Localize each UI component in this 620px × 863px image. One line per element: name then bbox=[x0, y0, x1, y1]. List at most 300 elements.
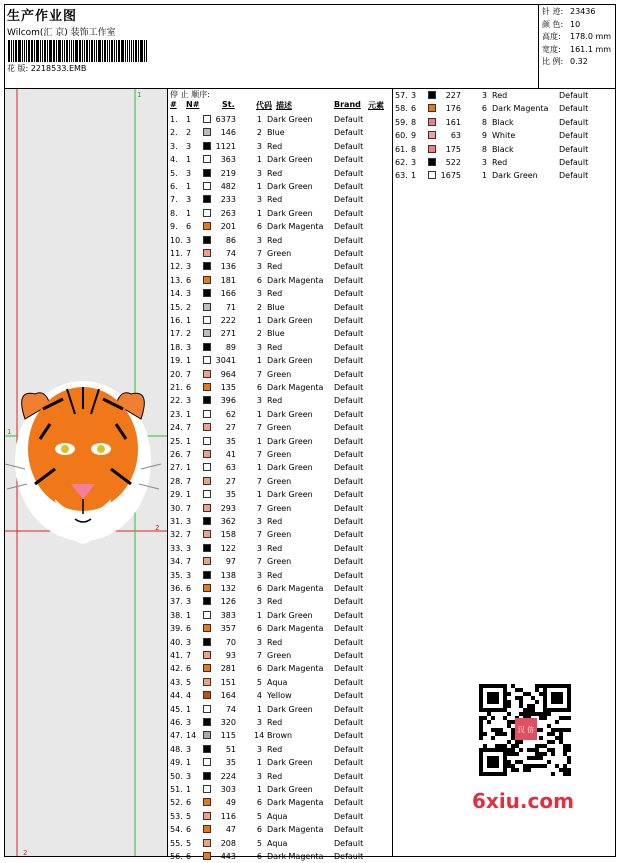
row-index: 55. bbox=[170, 838, 183, 848]
qr-module bbox=[539, 728, 543, 732]
qr-module bbox=[519, 760, 523, 764]
row-index: 28. bbox=[170, 476, 183, 486]
qr-module bbox=[543, 708, 547, 712]
qr-module bbox=[551, 752, 555, 756]
qr-module bbox=[527, 704, 531, 708]
row-description: Green bbox=[267, 369, 292, 379]
color-swatch bbox=[203, 584, 211, 592]
qr-module bbox=[543, 752, 547, 756]
qr-module bbox=[523, 712, 527, 716]
qr-module bbox=[495, 748, 499, 752]
row-description: Dark Green bbox=[267, 182, 313, 191]
qr-module bbox=[551, 708, 555, 712]
color-swatch bbox=[203, 289, 211, 297]
row-code: 6 bbox=[256, 222, 262, 232]
row-description: Dark Magenta bbox=[267, 275, 324, 285]
row-needle: 7 bbox=[186, 450, 192, 459]
table-row bbox=[168, 783, 392, 796]
qr-module bbox=[563, 716, 567, 720]
row-index: 53. bbox=[170, 811, 183, 821]
qr-module bbox=[523, 764, 527, 768]
qr-module bbox=[539, 684, 543, 688]
row-description: Red bbox=[267, 396, 283, 406]
row-index: 18. bbox=[170, 342, 183, 352]
row-needle: 2 bbox=[186, 128, 192, 138]
row-description: Blue bbox=[267, 302, 285, 312]
row-code: 1 bbox=[256, 356, 262, 366]
row-description: Blue bbox=[267, 329, 285, 339]
qr-module bbox=[487, 760, 491, 764]
row-index: 21. bbox=[170, 383, 183, 392]
row-brand: Default bbox=[559, 104, 589, 114]
row-stitches: 161 bbox=[445, 117, 461, 127]
row-code: 1 bbox=[256, 115, 262, 124]
row-description: White bbox=[492, 131, 516, 141]
row-brand: Default bbox=[334, 785, 364, 794]
table-row bbox=[168, 381, 392, 394]
qr-module bbox=[567, 768, 571, 772]
qr-module bbox=[555, 720, 559, 724]
qr-module bbox=[483, 684, 487, 688]
row-stitches: 62 bbox=[225, 409, 236, 419]
qr-module bbox=[531, 708, 535, 712]
color-swatch bbox=[428, 158, 436, 166]
qr-module bbox=[527, 708, 531, 712]
qr-module bbox=[555, 728, 559, 732]
row-needle: 8 bbox=[411, 117, 417, 127]
table-row bbox=[168, 689, 392, 702]
qr-module bbox=[563, 772, 567, 776]
row-description: Green bbox=[267, 450, 292, 459]
qr-module bbox=[543, 712, 547, 716]
row-stitches: 964 bbox=[220, 369, 236, 379]
table-row bbox=[393, 89, 617, 102]
row-needle: 1 bbox=[186, 704, 192, 714]
row-stitches: 89 bbox=[225, 342, 236, 352]
table-row bbox=[168, 743, 392, 756]
table-row bbox=[168, 220, 392, 233]
qr-module bbox=[503, 744, 507, 748]
row-brand: Default bbox=[334, 691, 364, 701]
col-header-code: 代码 bbox=[256, 101, 272, 110]
row-stitches: 70 bbox=[225, 637, 236, 647]
table-row bbox=[168, 555, 392, 568]
row-stitches: 71 bbox=[225, 302, 236, 312]
table-row bbox=[168, 609, 392, 622]
row-brand: Default bbox=[334, 798, 364, 808]
row-code: 6 bbox=[256, 664, 262, 674]
row-needle: 6 bbox=[186, 584, 192, 593]
row-code: 1 bbox=[256, 490, 262, 500]
row-brand: Default bbox=[334, 208, 364, 218]
row-code: 3 bbox=[256, 637, 262, 647]
row-needle: 3 bbox=[186, 637, 192, 647]
row-stitches: 74 bbox=[225, 704, 236, 714]
qr-module bbox=[543, 744, 547, 748]
qr-module bbox=[507, 724, 511, 728]
row-needle: 6 bbox=[186, 664, 192, 674]
qr-module bbox=[507, 740, 511, 744]
row-brand: Default bbox=[334, 182, 364, 191]
qr-module bbox=[567, 700, 571, 704]
qr-module bbox=[499, 728, 503, 732]
row-index: 38. bbox=[170, 610, 183, 620]
row-stitches: 522 bbox=[445, 158, 461, 167]
row-code: 3 bbox=[256, 168, 262, 178]
qr-module bbox=[503, 748, 507, 752]
row-stitches: 116 bbox=[220, 811, 236, 821]
row-code: 6 bbox=[256, 383, 262, 392]
row-needle: 2 bbox=[186, 302, 192, 312]
row-index: 56. bbox=[170, 852, 183, 861]
row-index: 31. bbox=[170, 517, 183, 526]
color-swatch bbox=[203, 450, 211, 458]
row-stitches: 303 bbox=[220, 785, 236, 794]
qr-module bbox=[539, 712, 543, 716]
row-stitches: 35 bbox=[225, 436, 236, 446]
row-brand: Default bbox=[334, 396, 364, 406]
row-code: 1 bbox=[256, 704, 262, 714]
qr-module bbox=[487, 712, 491, 716]
qr-module bbox=[563, 708, 567, 712]
row-needle: 1 bbox=[186, 182, 192, 191]
qr-module bbox=[479, 688, 483, 692]
row-brand: Default bbox=[334, 543, 364, 553]
row-needle: 3 bbox=[186, 396, 192, 406]
row-stitches: 263 bbox=[220, 208, 236, 218]
row-stitches: 27 bbox=[225, 423, 236, 433]
qr-module bbox=[507, 748, 511, 752]
qr-module bbox=[559, 740, 563, 744]
qr-module bbox=[567, 696, 571, 700]
row-code: 1 bbox=[256, 316, 262, 325]
qr-module bbox=[515, 768, 519, 772]
qr-module bbox=[511, 720, 515, 724]
qr-module bbox=[503, 704, 507, 708]
row-description: Aqua bbox=[267, 677, 288, 687]
row-code: 1 bbox=[256, 409, 262, 419]
color-swatch bbox=[203, 825, 211, 833]
row-description: Red bbox=[267, 718, 283, 727]
row-brand: Default bbox=[334, 195, 364, 205]
row-needle: 3 bbox=[186, 342, 192, 352]
qr-module bbox=[499, 708, 503, 712]
row-stitches: 35 bbox=[225, 758, 236, 768]
qr-module bbox=[543, 700, 547, 704]
row-needle: 6 bbox=[186, 222, 192, 232]
col-header-n: N# bbox=[186, 100, 200, 109]
row-description: Red bbox=[267, 262, 283, 272]
row-needle: 3 bbox=[186, 718, 192, 727]
page-title: 生产作业图 bbox=[7, 9, 78, 24]
qr-module bbox=[563, 768, 567, 772]
qr-module bbox=[503, 692, 507, 696]
row-brand: Default bbox=[559, 158, 589, 167]
row-index: 35. bbox=[170, 570, 183, 580]
row-needle: 3 bbox=[411, 158, 417, 167]
qr-module bbox=[551, 732, 555, 736]
row-brand: Default bbox=[334, 490, 364, 500]
color-swatch bbox=[203, 624, 211, 632]
row-needle: 6 bbox=[186, 798, 192, 808]
row-code: 3 bbox=[256, 396, 262, 406]
row-code: 9 bbox=[481, 131, 487, 141]
table-row bbox=[168, 435, 392, 448]
row-description: Brown bbox=[267, 731, 293, 741]
qr-module bbox=[499, 744, 503, 748]
color-swatch bbox=[203, 423, 211, 431]
row-code: 6 bbox=[256, 624, 262, 634]
row-description: Dark Magenta bbox=[267, 825, 324, 835]
row-brand: Default bbox=[334, 637, 364, 647]
stop-sequence-table bbox=[168, 89, 393, 861]
row-brand: Default bbox=[334, 744, 364, 754]
row-code: 3 bbox=[481, 158, 487, 167]
row-index: 49. bbox=[170, 758, 183, 768]
row-code: 7 bbox=[256, 450, 262, 459]
row-needle: 9 bbox=[411, 131, 417, 141]
qr-module bbox=[511, 728, 515, 732]
qr-module bbox=[495, 732, 499, 736]
color-swatch bbox=[203, 437, 211, 445]
qr-module bbox=[559, 700, 563, 704]
table-row bbox=[168, 341, 392, 354]
qr-module bbox=[503, 700, 507, 704]
table-row bbox=[168, 703, 392, 716]
qr-module bbox=[559, 692, 563, 696]
row-description: Aqua bbox=[267, 838, 288, 848]
row-brand: Default bbox=[334, 262, 364, 272]
qr-module bbox=[555, 684, 559, 688]
qr-module bbox=[567, 744, 571, 748]
color-swatch bbox=[428, 104, 436, 112]
row-index: 60. bbox=[395, 131, 408, 141]
color-swatch bbox=[203, 396, 211, 404]
qr-module bbox=[559, 728, 563, 732]
color-swatch bbox=[203, 557, 211, 565]
row-brand: Default bbox=[334, 356, 364, 366]
row-needle: 3 bbox=[186, 195, 192, 205]
table-row bbox=[168, 327, 392, 340]
row-index: 48. bbox=[170, 744, 183, 754]
qr-module bbox=[487, 708, 491, 712]
qr-module bbox=[491, 728, 495, 732]
row-index: 11. bbox=[170, 249, 183, 258]
row-code: 1 bbox=[256, 155, 262, 165]
company-name: Wilcom(汇 京) 装饰工作室 bbox=[7, 28, 116, 38]
tiger-preview-svg bbox=[5, 89, 167, 856]
row-code: 1 bbox=[481, 171, 487, 181]
color-swatch bbox=[203, 383, 211, 391]
color-swatch bbox=[428, 171, 436, 179]
color-swatch bbox=[203, 343, 211, 351]
row-brand: Default bbox=[334, 811, 364, 821]
row-description: Dark Green bbox=[267, 316, 313, 325]
color-swatch bbox=[428, 91, 436, 99]
qr-module bbox=[507, 712, 511, 716]
color-swatch bbox=[203, 410, 211, 418]
row-description: Green bbox=[267, 651, 292, 660]
qr-module bbox=[511, 752, 515, 756]
qr-module bbox=[507, 752, 511, 756]
qr-module bbox=[555, 736, 559, 740]
table-row bbox=[168, 394, 392, 407]
row-stitches: 201 bbox=[220, 222, 236, 232]
color-swatch bbox=[203, 504, 211, 512]
color-swatch bbox=[428, 118, 436, 126]
table-row bbox=[168, 837, 392, 850]
row-brand: Default bbox=[334, 342, 364, 352]
row-index: 41. bbox=[170, 651, 183, 660]
row-description: Red bbox=[267, 195, 283, 205]
qr-module bbox=[543, 716, 547, 720]
row-code: 5 bbox=[256, 811, 262, 821]
row-code: 3 bbox=[256, 597, 262, 607]
row-brand: Default bbox=[559, 117, 589, 127]
qr-module bbox=[479, 772, 483, 776]
row-description: Dark Magenta bbox=[267, 664, 324, 674]
qr-module bbox=[503, 764, 507, 768]
row-needle: 1 bbox=[186, 463, 192, 473]
row-description: Black bbox=[492, 117, 514, 127]
qr-module bbox=[491, 772, 495, 776]
color-swatch bbox=[203, 155, 211, 163]
row-brand: Default bbox=[334, 852, 364, 861]
row-index: 50. bbox=[170, 771, 183, 781]
row-needle: 8 bbox=[411, 144, 417, 154]
row-code: 7 bbox=[256, 503, 262, 513]
row-brand: Default bbox=[559, 131, 589, 141]
color-swatch bbox=[203, 517, 211, 525]
color-swatch bbox=[203, 209, 211, 217]
qr-module bbox=[487, 700, 491, 704]
row-index: 30. bbox=[170, 503, 183, 513]
row-stitches: 135 bbox=[220, 383, 236, 392]
qr-module bbox=[495, 764, 499, 768]
row-stitches: 222 bbox=[220, 316, 236, 325]
color-swatch bbox=[203, 544, 211, 552]
row-index: 12. bbox=[170, 262, 183, 272]
qr-module bbox=[555, 700, 559, 704]
row-needle: 5 bbox=[186, 811, 192, 821]
row-code: 2 bbox=[256, 302, 262, 312]
qr-module bbox=[491, 684, 495, 688]
color-swatch bbox=[203, 316, 211, 324]
qr-module bbox=[547, 740, 551, 744]
row-brand: Default bbox=[334, 155, 364, 165]
row-index: 1. bbox=[170, 115, 178, 124]
row-description: Dark Green bbox=[267, 490, 313, 500]
qr-module bbox=[503, 716, 507, 720]
row-stitches: 51 bbox=[225, 744, 236, 754]
row-stitches: 93 bbox=[225, 651, 236, 660]
row-index: 23. bbox=[170, 409, 183, 419]
qr-module bbox=[491, 696, 495, 700]
table-row bbox=[168, 287, 392, 300]
row-stitches: 63 bbox=[450, 131, 461, 141]
row-brand: Default bbox=[334, 302, 364, 312]
row-brand: Default bbox=[334, 517, 364, 526]
qr-module bbox=[479, 724, 483, 728]
qr-module bbox=[531, 712, 535, 716]
qr-module bbox=[495, 772, 499, 776]
qr-module bbox=[527, 756, 531, 760]
table-row bbox=[168, 274, 392, 287]
row-index: 42. bbox=[170, 664, 183, 674]
row-index: 36. bbox=[170, 584, 183, 593]
row-needle: 6 bbox=[186, 852, 192, 861]
qr-module bbox=[567, 728, 571, 732]
color-swatch bbox=[203, 329, 211, 337]
color-swatch bbox=[203, 597, 211, 605]
row-code: 2 bbox=[256, 128, 262, 138]
row-code: 6 bbox=[256, 275, 262, 285]
row-description: Yellow bbox=[267, 691, 292, 701]
qr-module bbox=[511, 684, 515, 688]
row-brand: Default bbox=[334, 503, 364, 513]
row-code: 2 bbox=[256, 329, 262, 339]
color-swatch bbox=[203, 356, 211, 364]
design-stats bbox=[542, 6, 616, 69]
row-description: Dark Green bbox=[267, 115, 313, 124]
col-header-num: # bbox=[170, 100, 177, 109]
row-description: Red bbox=[267, 517, 283, 526]
row-brand: Default bbox=[334, 825, 364, 835]
qr-module bbox=[491, 692, 495, 696]
row-index: 24. bbox=[170, 423, 183, 433]
qr-module bbox=[563, 764, 567, 768]
row-needle: 1 bbox=[186, 356, 192, 366]
qr-module bbox=[543, 696, 547, 700]
stat-value: 10 bbox=[570, 19, 581, 29]
row-index: 59. bbox=[395, 117, 408, 127]
color-swatch bbox=[203, 785, 211, 793]
qr-module bbox=[507, 704, 511, 708]
row-needle: 14 bbox=[186, 731, 197, 741]
row-index: 37. bbox=[170, 597, 183, 607]
row-description: Dark Green bbox=[267, 356, 313, 366]
qr-module bbox=[479, 700, 483, 704]
row-needle: 3 bbox=[186, 235, 192, 245]
qr-module bbox=[547, 724, 551, 728]
row-needle: 1 bbox=[186, 758, 192, 768]
row-brand: Default bbox=[334, 329, 364, 339]
color-swatch bbox=[203, 678, 211, 686]
qr-module bbox=[551, 728, 555, 732]
qr-module bbox=[519, 748, 523, 752]
qr-module bbox=[503, 688, 507, 692]
qr-module bbox=[559, 716, 563, 720]
qr-module bbox=[567, 756, 571, 760]
table-row bbox=[168, 153, 392, 166]
row-index: 9. bbox=[170, 222, 178, 232]
qr-module bbox=[559, 708, 563, 712]
qr-module bbox=[535, 700, 539, 704]
stat-row bbox=[542, 56, 616, 69]
qr-module bbox=[515, 688, 519, 692]
table-row bbox=[393, 116, 617, 129]
row-description: Red bbox=[267, 597, 283, 607]
table-row bbox=[168, 448, 392, 461]
color-swatch bbox=[203, 691, 211, 699]
qr-module bbox=[507, 692, 511, 696]
qr-module bbox=[511, 732, 515, 736]
qr-module bbox=[559, 736, 563, 740]
table-row bbox=[168, 823, 392, 836]
qr-module bbox=[547, 760, 551, 764]
qr-module bbox=[487, 720, 491, 724]
row-needle: 2 bbox=[186, 329, 192, 339]
